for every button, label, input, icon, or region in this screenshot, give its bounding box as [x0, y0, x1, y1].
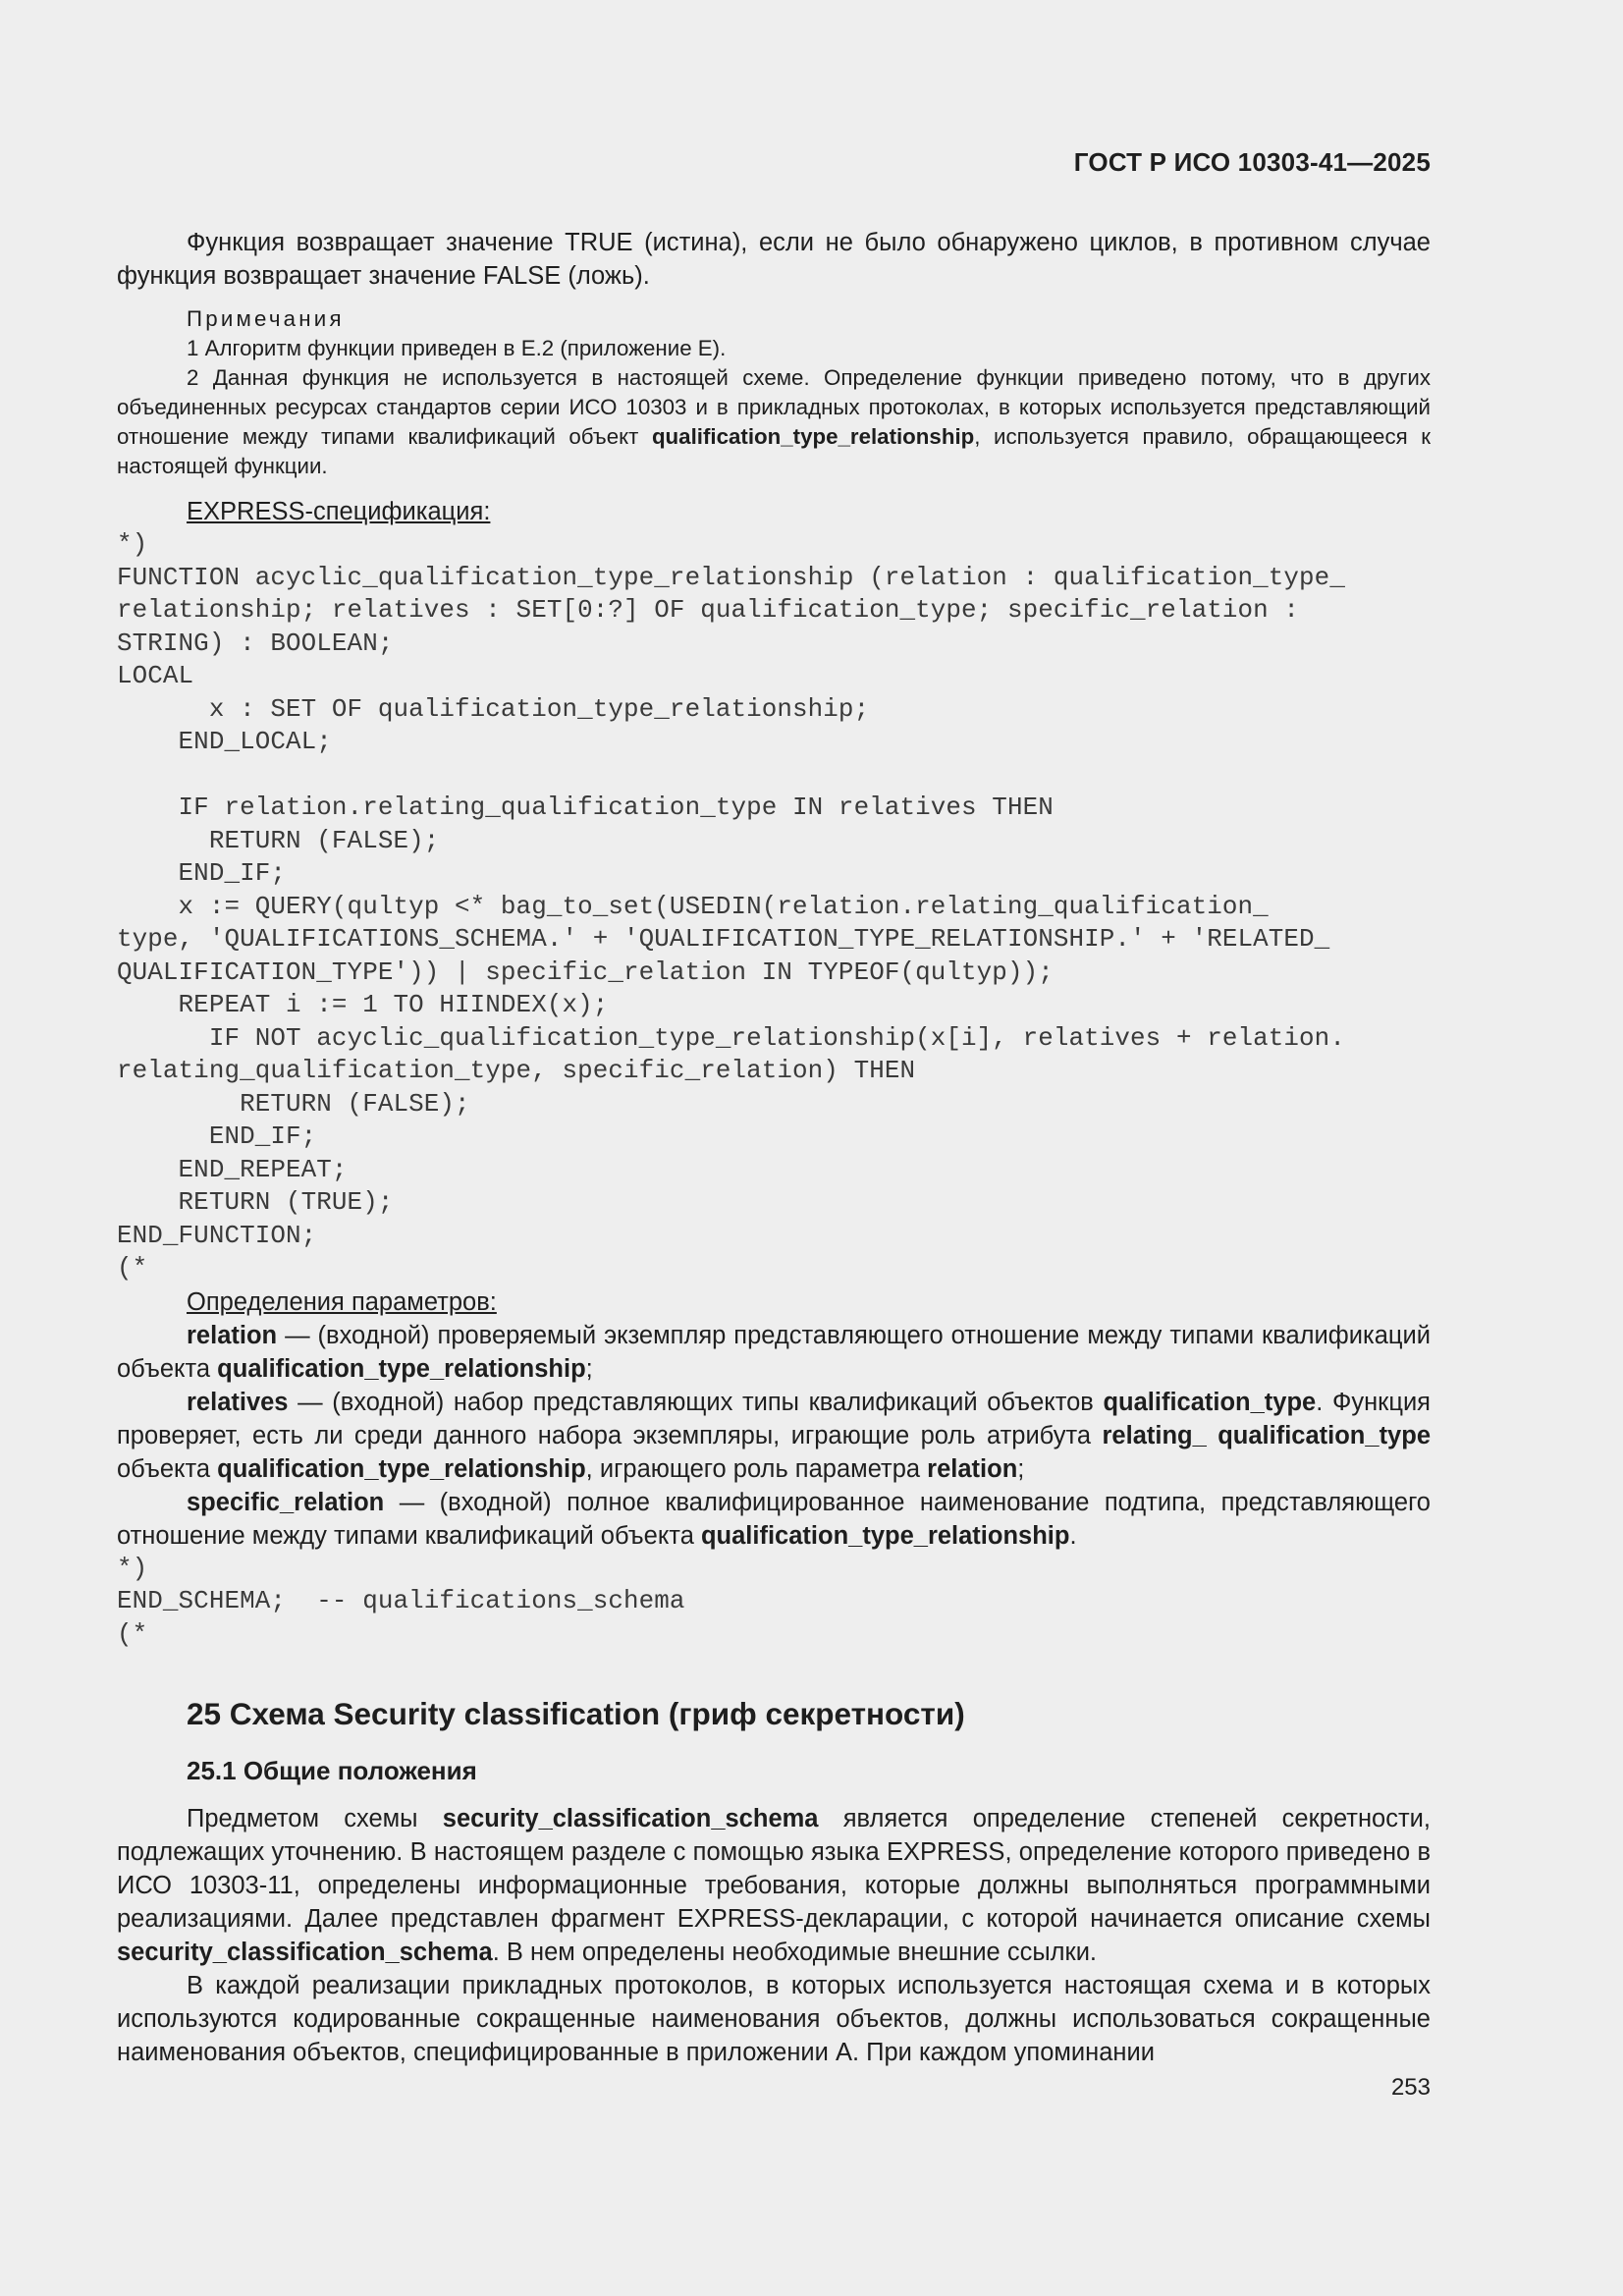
section-p1-schema-2: security_classification_schema: [117, 1939, 493, 1966]
express-heading: EXPRESS-спецификация:: [187, 498, 491, 525]
param-relation-object: qualification_type_relationship: [217, 1354, 586, 1383]
page-content: [117, 226, 1431, 2069]
section-p1-c: является определение степеней секретности, подлежащих уточнению. В настоящем разделе с помощью языка EXPRESS, определение которого приведено в ИСО 10303-11, определены информационные требования, которые должны выполняться программными реализациями. Далее представлен фрагмент EXPRESS-декларации, с которой начинается описание схемы: [117, 1805, 1431, 1933]
param-relation-desc: — (входной) проверяемый экземпляр представляющего отношение между типами квалификаций объекта: [117, 1321, 1431, 1383]
param-specific-relation-desc: — (входной) полное квалифицированное наименование подтипа, представляющего отношение между типами квалификаций объекта: [117, 1488, 1431, 1550]
note-2-text-a: 2 Данная функция не используется в настоящей схеме. Определение функции приведено потому, что в других объединенных ресурсах стандартов серии ИСО 10303 и в прикладных протоколах, в которых используется представляющий отношение между типами квалификаций объект: [117, 365, 1431, 449]
express-code-function: *) FUNCTION acyclic_qualification_type_relationship (relation : qualification_type_ relationship; relatives : SET[0:?] OF qualification_type; specific_relation : STRING) : BOOLEAN; LOCAL x : SET OF qualification_type_relationship; END_LOCAL; IF relation.relating_qualification_type IN relatives THEN RETURN (FALSE); END_IF; x := QUERY(qultyp <* bag_to_set(USEDIN(relation.relating_qualification_ type, 'QUALIFICATIONS_SCHEMA.' + 'QUALIFICATION_TYPE_RELATIONSHIP.' + 'RELATED_ QUALIFICATION_TYPE')) | specific_relation IN TYPEOF(qultyp)); REPEAT i := 1 TO HIINDEX(x); IF NOT acyclic_qualification_type_relationship(x[i], relatives + relation. relating_qualification_type, specific_relation) THEN RETURN (FALSE); END_IF; END_REPEAT; RETURN (TRUE); END_FUNCTION; (*: [117, 529, 1345, 1283]
param-relatives: [117, 1386, 1431, 1486]
note-2: [117, 363, 1431, 481]
note-2-object: qualification_type_relationship: [651, 424, 975, 449]
section-p1-a: Предметом схемы: [187, 1805, 443, 1832]
param-specific-relation-name: specific_relation: [187, 1488, 385, 1516]
param-relation: [117, 1319, 1431, 1386]
subsection-title: 25.1 Общие положения: [187, 1756, 477, 1785]
param-relation-end: ;: [585, 1354, 593, 1383]
param-relatives-obj4: relation: [927, 1454, 1018, 1483]
param-relatives-t4: , играющего роль параметра: [585, 1454, 928, 1483]
section-p1-e: . В нем определены необходимые внешние ссылки.: [492, 1939, 1098, 1966]
note-1: 1 Алгоритм функции приведен в E.2 (приложение E).: [187, 336, 727, 360]
section-p1-schema-1: security_classification_schema: [442, 1805, 819, 1832]
param-relatives-obj2: relating_ qualification_type: [1102, 1421, 1431, 1449]
intro-paragraph: Функция возвращает значение TRUE (истина), если не было обнаружено циклов, в противном случае функция возвращает значение FALSE (ложь).: [117, 229, 1431, 290]
param-relation-name: relation: [187, 1321, 278, 1349]
notes-block: [117, 304, 1431, 481]
params-heading: Определения параметров:: [187, 1287, 497, 1316]
param-relatives-t5: ;: [1017, 1454, 1025, 1483]
section-paragraph-1: [117, 1802, 1431, 1969]
param-relatives-name: relatives: [187, 1388, 289, 1416]
param-specific-relation-object: qualification_type_relationship: [700, 1521, 1070, 1550]
param-relatives-t2: . Функция проверяет, есть ли среди данного набора экземпляры, играющие роль атрибута: [117, 1388, 1431, 1449]
param-relatives-obj1: qualification_type: [1103, 1388, 1317, 1416]
note-2-text-c: , используется правило, обращающееся к настоящей функции.: [117, 424, 1431, 478]
page-number: 253: [1390, 2074, 1431, 2101]
param-specific-relation: [117, 1486, 1431, 1553]
section-paragraph-2: В каждой реализации прикладных протоколов, в которых используется настоящая схема и в которых используются кодированные сокращенные наименования объектов, должны использоваться сокращенные наименования объектов, специфицированные в приложении А. При каждом упоминании: [117, 1972, 1431, 2066]
param-relatives-desc: — (входной) набор представляющих типы квалификаций объектов: [288, 1388, 1104, 1416]
param-relatives-t3: объекта: [117, 1454, 218, 1483]
param-relatives-obj3: qualification_type_relationship: [217, 1454, 586, 1483]
section-title: 25 Схема Security classification (гриф секретности): [187, 1696, 965, 1731]
document-header: ГОСТ Р ИСО 10303-41—2025: [1073, 147, 1431, 177]
notes-title: Примечания: [187, 306, 345, 331]
param-specific-relation-end: .: [1069, 1521, 1077, 1550]
express-code-end-schema: *) END_SCHEMA; -- qualifications_schema (*: [117, 1553, 685, 1649]
